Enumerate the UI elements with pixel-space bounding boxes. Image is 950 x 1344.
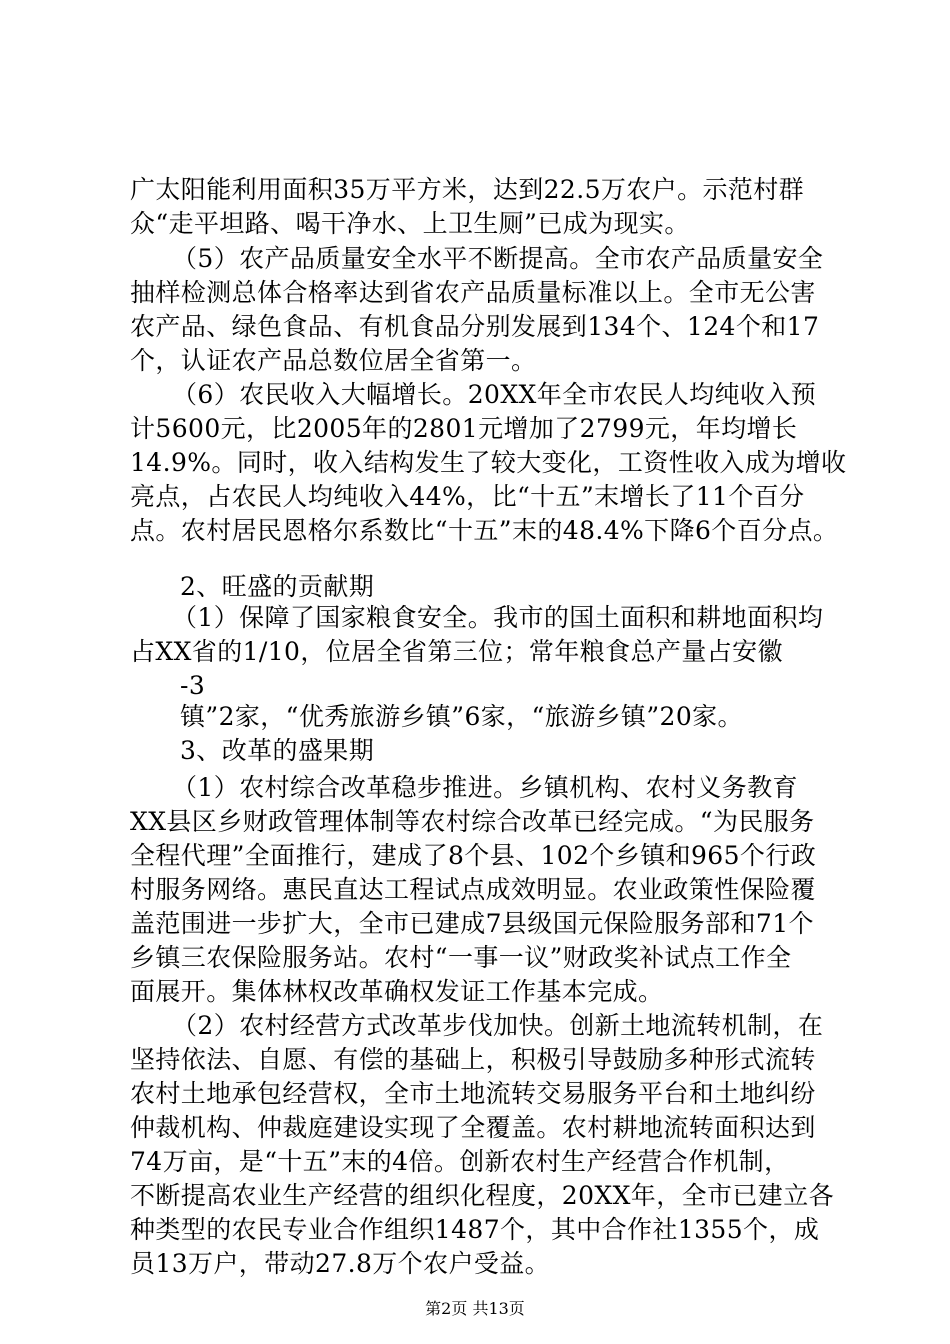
text-line: 抽样检测总体合格率达到省农产品质量标准以上。全市无公害 [130, 278, 816, 307]
text-line: 坚持依法、自愿、有偿的基础上，积极引导鼓励多种形式流转 [130, 1045, 816, 1074]
text-line: 众“走平坦路、喝干净水、上卫生厕”已成为现实。 [130, 209, 690, 238]
text-line: 乡镇三农保险服务站。农村“一事一议”财政奖补试点工作全 [130, 943, 792, 972]
text-line: 14.9%。同时，收入结构发生了较大变化，工资性收入成为增收 [130, 448, 847, 477]
text-line: XX县区乡财政管理体制等农村综合改革已经完成。“为民服务 [130, 807, 815, 836]
text-line: （6）农民收入大幅增长。20XX年全市农民人均纯收入预 [172, 380, 817, 409]
text-line: 面展开。集体林权改革确权发证工作基本完成。 [130, 977, 664, 1006]
text-line: 亮点，占农民人均纯收入44%，比“十五”末增长了11个百分 [130, 482, 805, 511]
text-line: 全程代理”全面推行，建成了8个县、102个乡镇和965个行政 [130, 841, 817, 870]
text-line: 员13万户，带动27.8万个农户受益。 [130, 1249, 551, 1278]
text-line: 种类型的农民专业合作组织1487个，其中合作社1355个，成 [130, 1215, 820, 1244]
text-line: （1）保障了国家粮食安全。我市的国土面积和耕地面积均 [172, 603, 824, 632]
text-line: （1）农村综合改革稳步推进。乡镇机构、农村义务教育 [172, 773, 798, 802]
section-heading: 2、旺盛的贡献期 [180, 572, 375, 601]
text-line: 广太阳能利用面积35万平方米，达到22.5万农户。示范村群 [130, 175, 805, 204]
text-line: 农村土地承包经营权，全市土地流转交易服务平台和土地纠纷 [130, 1079, 816, 1108]
text-line: 村服务网络。惠民直达工程试点成效明显。农业政策性保险覆 [130, 875, 816, 904]
text-line: （5）农产品质量安全水平不断提高。全市农产品质量安全 [172, 244, 824, 273]
text-line: （2）农村经营方式改革步伐加快。创新土地流转机制，在 [172, 1011, 824, 1040]
text-line: 仲裁机构、仲裁庭建设实现了全覆盖。农村耕地流转面积达到 [130, 1113, 816, 1142]
section-heading: 3、改革的盛果期 [180, 736, 375, 765]
text-line: 74万亩，是“十五”末的4倍。创新农村生产经营合作机制， [130, 1147, 790, 1176]
text-line: 占XX省的1/10，位居全省第三位；常年粮食总产量占安徽 [130, 637, 783, 666]
text-line: 点。农村居民恩格尔系数比“十五”末的48.4%下降6个百分点。 [130, 516, 839, 545]
text-line: 盖范围进一步扩大，全市已建成7县级国元保险服务部和71个 [130, 909, 814, 938]
page-footer: 第2页 共13页 [425, 1299, 525, 1318]
text-line: 不断提高农业生产经营的组织化程度，20XX年，全市已建立各 [130, 1181, 835, 1210]
text-line: 计5600元，比2005年的2801元增加了2799元，年均增长 [130, 414, 798, 443]
text-line: 农产品、绿色食品、有机食品分别发展到134个、124个和17 [130, 312, 820, 341]
page-marker: -3 [180, 671, 206, 700]
text-line: 个，认证农产品总数位居全省第一。 [130, 346, 537, 375]
text-line: 镇”2家，“优秀旅游乡镇”6家，“旅游乡镇”20家。 [180, 702, 743, 731]
